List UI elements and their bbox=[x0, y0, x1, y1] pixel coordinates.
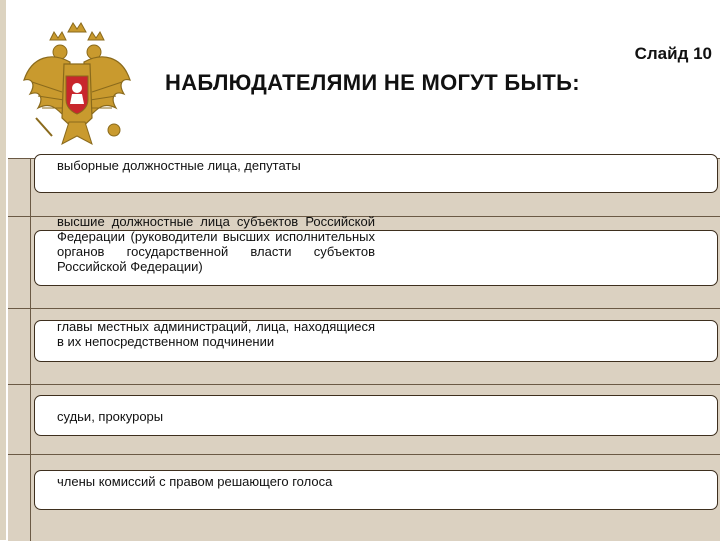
list-item-text: выборные должностные лица, депутаты bbox=[57, 158, 301, 173]
list-item-text: высшие должностные лица субъектов Российской Федерации (руководители высших исполнительных органов государственной власти субъектов Российской Федерации) bbox=[57, 214, 375, 274]
list-item-text: члены комиссий с правом решающего голоса bbox=[57, 474, 333, 489]
slide-title: НАБЛЮДАТЕЛЯМИ НЕ МОГУТ БЫТЬ: bbox=[165, 70, 580, 95]
list-item-text: судьи, прокуроры bbox=[57, 409, 164, 424]
slide-number: Слайд 10 bbox=[634, 44, 712, 63]
list-item-text: главы местных администраций, лица, находящиеся в их непосредственном подчинении bbox=[57, 319, 375, 349]
